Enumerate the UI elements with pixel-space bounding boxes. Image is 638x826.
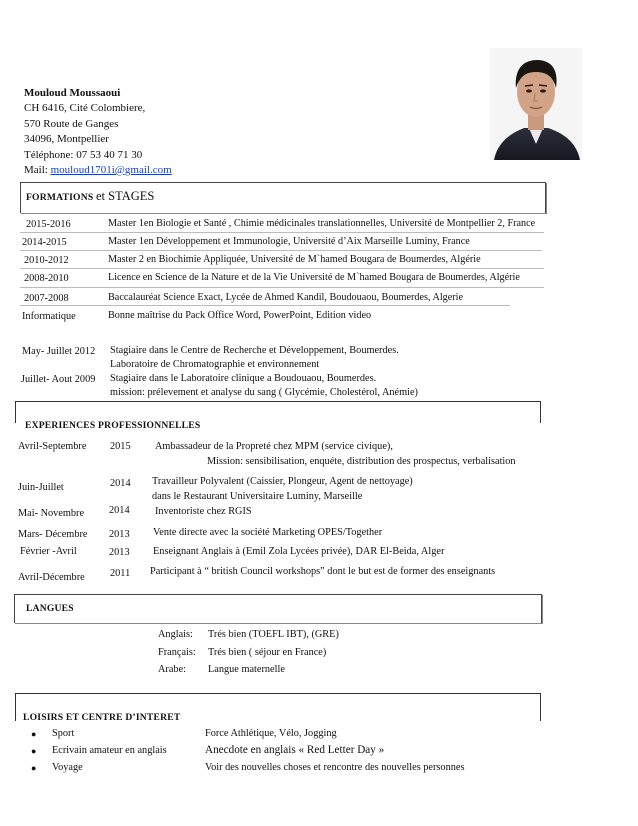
address-line-2: 570 Route de Ganges <box>24 117 119 130</box>
stage-date: May- Juillet 2012 <box>22 346 96 357</box>
formation-text: Master 1en Biologie et Santé , Chimie médicinales translationnelles, Université de Montpellier 2, France <box>108 218 536 229</box>
contact-block <box>24 86 172 178</box>
stage-line-2: Laboratoire de Chromatographie et environnement <box>110 359 320 370</box>
mail-line <box>24 163 172 178</box>
formation-text: Licence en Science de la Nature et de la Vie Université de M`hamed Bougara de Boumerdes, Algérie <box>108 272 520 283</box>
language-level: Trés bien ( séjour en France) <box>208 647 327 658</box>
experience-period: Février -Avril <box>20 546 77 557</box>
experience-year: 2015 <box>110 441 131 452</box>
stage-line-2: mission: prélevement et analyse du sang ( Glycémie, Cholestérol, Anémie) <box>110 387 418 398</box>
formation-date: Informatique <box>22 311 76 322</box>
formation-rule <box>20 305 510 306</box>
experience-period: Avril-Septembre <box>18 441 87 452</box>
experiences-left-rule <box>15 401 16 423</box>
formation-text: Bonne maîtrise du Pack Office Word, PowerPoint, Edition video <box>108 310 372 321</box>
experience-year: 2011 <box>110 568 131 579</box>
interest-detail: Voir des nouvelles choses et rencontre des nouvelles personnes <box>205 762 465 773</box>
formation-date: 2008-2010 <box>24 273 69 284</box>
bullet-icon: ● <box>31 763 37 773</box>
stage-line-1: Stagiaire dans le Centre de Recherche et Développement, Boumerdes. <box>110 345 399 356</box>
mail-label: Mail: <box>24 164 51 177</box>
formation-date: 2007-2008 <box>24 293 69 304</box>
formation-rule <box>20 232 544 233</box>
formation-date: 2010-2012 <box>24 255 69 266</box>
langues-header-box <box>14 594 542 623</box>
mail-link[interactable]: mouloud1701i@gmail.com <box>50 164 172 177</box>
interest-detail: Force Athlétique, Vélo, Jogging <box>205 728 337 739</box>
language-level: Langue maternelle <box>208 664 285 675</box>
portrait-image <box>490 48 582 160</box>
experience-line-1: Travailleur Polyvalent (Caissier, Plongeur, Agent de nettoyage) <box>152 476 413 487</box>
experience-period: Mars- Décembre <box>18 529 88 540</box>
loisirs-right-rule <box>540 693 541 721</box>
stage-line-1: Stagiaire dans le Laboratoire clinique a Boudouaou, Boumerdes. <box>110 373 377 384</box>
address-line-3: 34096, Montpellier <box>24 133 109 146</box>
experience-line-1: Participant à “ british Council workshops” dont le but est de former des enseignants <box>150 566 496 577</box>
experience-line-2: dans le Restaurant Universitaire Luminy, Marseille <box>152 491 363 502</box>
experience-year: 2013 <box>109 547 130 558</box>
formations-title <box>26 189 154 204</box>
experience-year: 2014 <box>110 478 131 489</box>
experiences-right-rule <box>540 401 541 423</box>
experience-year: 2013 <box>109 529 130 540</box>
language-level: Trés bien (TOEFL IBT), (GRE) <box>208 629 339 640</box>
experience-period: Mai- Novembre <box>18 508 85 519</box>
experience-line-1: Enseignant Anglais à (Emil Zola Lycées privée), DAR El-Beida, Alger <box>153 546 445 557</box>
formation-rule <box>20 287 544 288</box>
experience-line-2: Mission: sensibilisation, enquéte, distribution des prospectus, verbalisation <box>207 456 516 467</box>
loisirs-top-rule <box>15 693 541 694</box>
experience-line-1: Inventoriste chez RGIS <box>155 506 252 517</box>
experience-line-1: Vente directe avec la société Marketing OPES/Together <box>153 527 383 538</box>
formations-title-text: FORMATIONS <box>26 192 94 203</box>
candidate-name: Mouloud Moussaoui <box>24 87 121 99</box>
formation-text: Master 2 en Biochimie Appliquée, Université de M`hamed Bougara de Boumerdes, Algérie <box>108 254 481 265</box>
experience-year: 2014 <box>109 505 130 516</box>
phone: Téléphone: 07 53 40 71 30 <box>24 148 143 161</box>
loisirs-title: LOISIRS ET CENTRE D’INTERET <box>23 712 181 723</box>
formation-rule <box>20 250 542 251</box>
stage-date: Juillet- Aout 2009 <box>21 374 96 385</box>
experience-period: Avril-Décembre <box>18 572 85 583</box>
bullet-icon: ● <box>31 746 37 756</box>
language-name: Français: <box>158 647 196 658</box>
stages-title-text: et STAGES <box>96 189 155 203</box>
address-line-1: CH 6416, Cité Colombiere, <box>24 102 146 115</box>
loisirs-left-rule <box>15 693 16 721</box>
formations-divider <box>15 401 540 402</box>
formation-rule <box>20 268 544 269</box>
interest-item: Ecrivain amateur en anglais <box>52 745 167 756</box>
experience-period: Juin-Juillet <box>18 482 64 493</box>
interest-detail: Anecdote en anglais « Red Letter Day » <box>205 744 385 756</box>
interest-item: Voyage <box>52 762 83 773</box>
experiences-title: EXPERIENCES PROFESSIONNELLES <box>25 420 201 431</box>
experience-line-1: Ambassadeur de la Propreté chez MPM (service civique), <box>155 441 393 452</box>
bullet-icon: ● <box>31 729 37 739</box>
profile-photo <box>490 48 582 160</box>
language-name: Anglais: <box>158 629 193 640</box>
formation-date: 2015-2016 <box>26 219 71 230</box>
formation-date: 2014-2015 <box>22 237 67 248</box>
language-name: Arabe: <box>158 664 187 675</box>
interest-item: Sport <box>52 728 75 739</box>
formation-text: Baccalauréat Science Exact, Lycée de Ahmed Kandil, Boudouaou, Boumerdes, Algerie <box>108 292 464 303</box>
formation-text: Master 1en Développement et Immunologie, Université d’Aix Marseille Luminy, France <box>108 236 470 247</box>
langues-title: LANGUES <box>26 603 74 614</box>
